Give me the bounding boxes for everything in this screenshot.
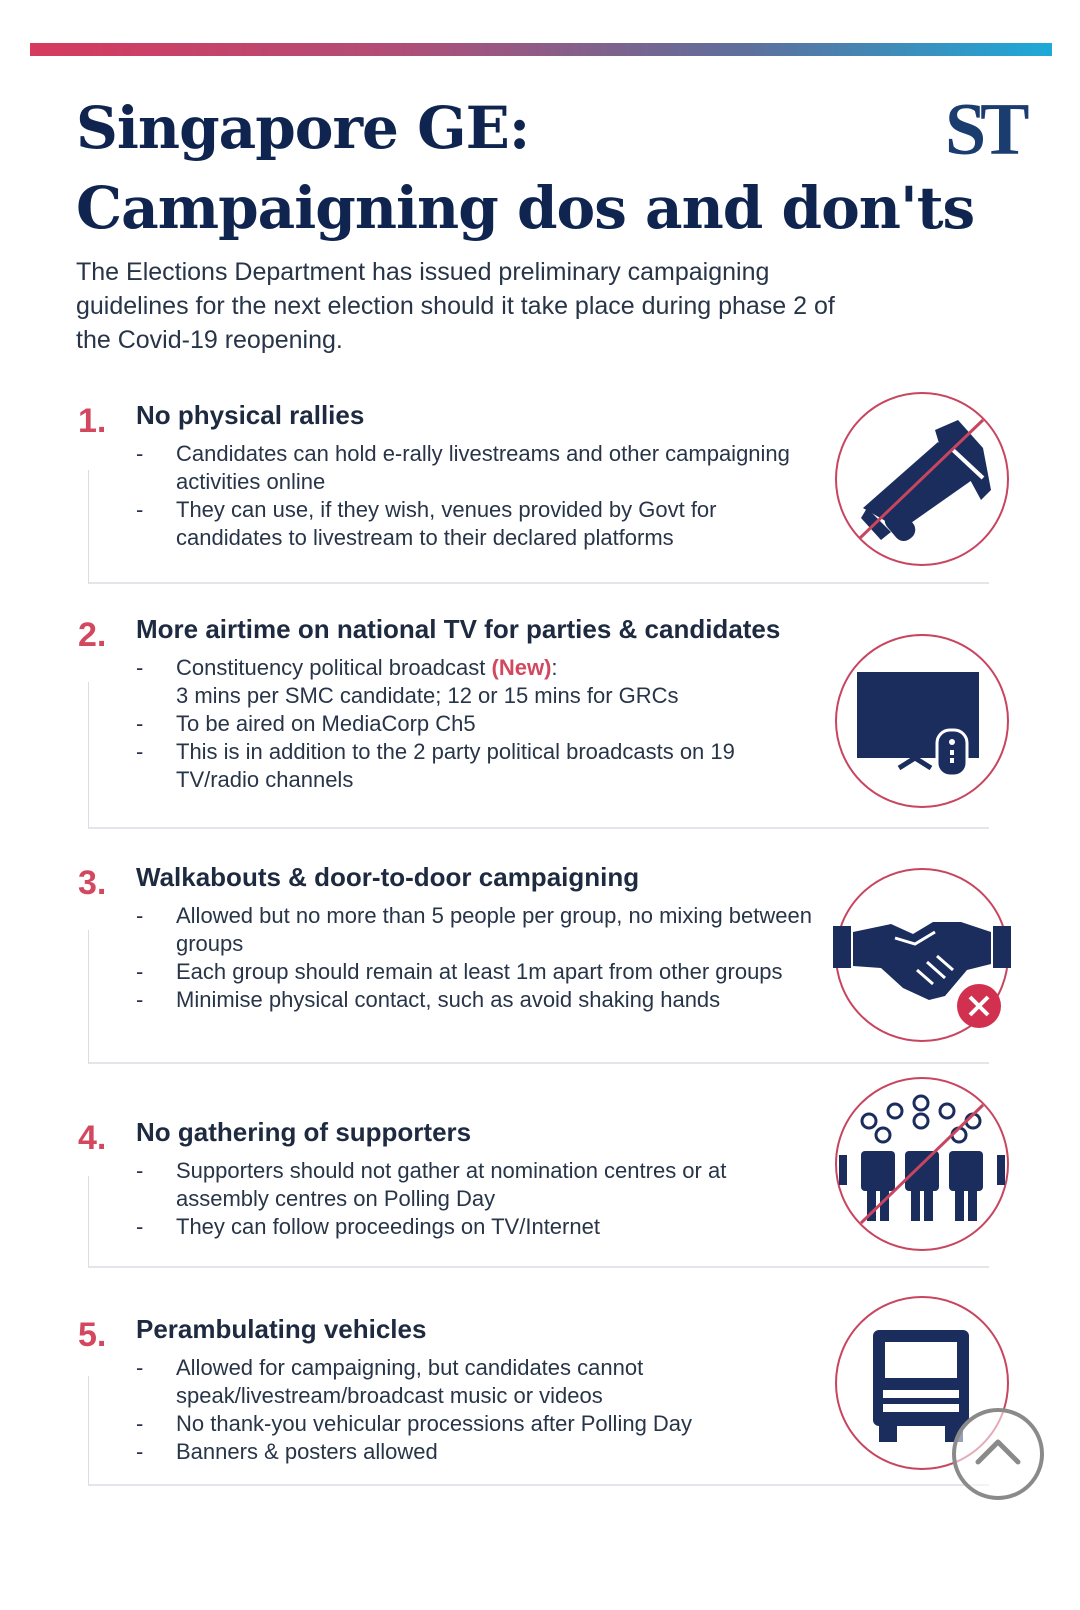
section-number: 4. xyxy=(78,1119,107,1157)
bullet-item: - Allowed but no more than 5 people per group, no mixing between groups xyxy=(136,902,816,958)
bullet-item xyxy=(136,654,816,710)
new-label: (New) xyxy=(491,655,552,680)
page-title xyxy=(76,88,976,248)
intro-text: The Elections Department has issued preliminary campaigning guidelines for the next election should it take place during phase 2 of the Covid-19 reopening. xyxy=(76,258,835,354)
bullet-list xyxy=(136,440,816,552)
bullet-item: - This is in addition to the 2 party political broadcasts on 19 TV/radio channels xyxy=(136,738,816,794)
handshake-banned-icon xyxy=(833,866,1011,1044)
chevron-up-icon xyxy=(956,1412,1040,1496)
bullet-item: - No thank-you vehicular processions after Polling Day xyxy=(136,1410,816,1438)
bullet-list xyxy=(136,902,816,1014)
st-logo: ST xyxy=(945,89,1024,171)
bullet-list xyxy=(136,1157,816,1241)
scroll-to-top-button[interactable] xyxy=(952,1408,1044,1500)
bullet-item: - Minimise physical contact, such as avoid shaking hands xyxy=(136,986,816,1014)
bullet-item: - Banners & posters allowed xyxy=(136,1438,816,1466)
colon: : xyxy=(551,655,558,680)
bullet-list xyxy=(136,654,816,794)
bullet-item: - Supporters should not gather at nomination centres or at assembly centres on Polling Day xyxy=(136,1157,816,1213)
tv-icon xyxy=(833,632,1011,810)
section-heading: Perambulating vehicles xyxy=(136,1314,427,1344)
bullet-text-line2: 3 mins per SMC candidate; 12 or 15 mins for GRCs xyxy=(176,683,679,708)
bullet-item: - They can use, if they wish, venues provided by Govt for candidates to livestream to their declared platforms xyxy=(136,496,816,552)
megaphone-banned-icon xyxy=(833,390,1011,568)
bullet-text: Constituency political broadcast xyxy=(176,655,486,680)
section-heading: Walkabouts & door-to-door campaigning xyxy=(136,862,640,892)
section-number: 1. xyxy=(78,402,107,440)
bullet-item: - They can follow proceedings on TV/Internet xyxy=(136,1213,816,1241)
section-heading: No physical rallies xyxy=(136,400,365,430)
top-gradient-bar xyxy=(30,43,1052,56)
section-number: 3. xyxy=(78,864,107,902)
bullet-item: - Allowed for campaigning, but candidates cannot speak/livestream/broadcast music or videos xyxy=(136,1354,816,1410)
bullet-item: - Candidates can hold e-rally livestreams and other campaigning activities online xyxy=(136,440,816,496)
bullet-list xyxy=(136,1354,816,1466)
crowd-banned-icon xyxy=(833,1075,1011,1253)
section-number: 5. xyxy=(78,1316,107,1354)
section-heading: No gathering of supporters xyxy=(136,1117,472,1147)
bullet-item: - Each group should remain at least 1m apart from other groups xyxy=(136,958,816,986)
section-number: 2. xyxy=(78,616,107,654)
section-heading: More airtime on national TV for parties & candidates xyxy=(136,614,781,644)
title-line-1: Singapore GE: xyxy=(76,94,530,162)
bullet-item: - To be aired on MediaCorp Ch5 xyxy=(136,710,816,738)
title-line-2: Campaigning dos and don'ts xyxy=(76,174,975,242)
